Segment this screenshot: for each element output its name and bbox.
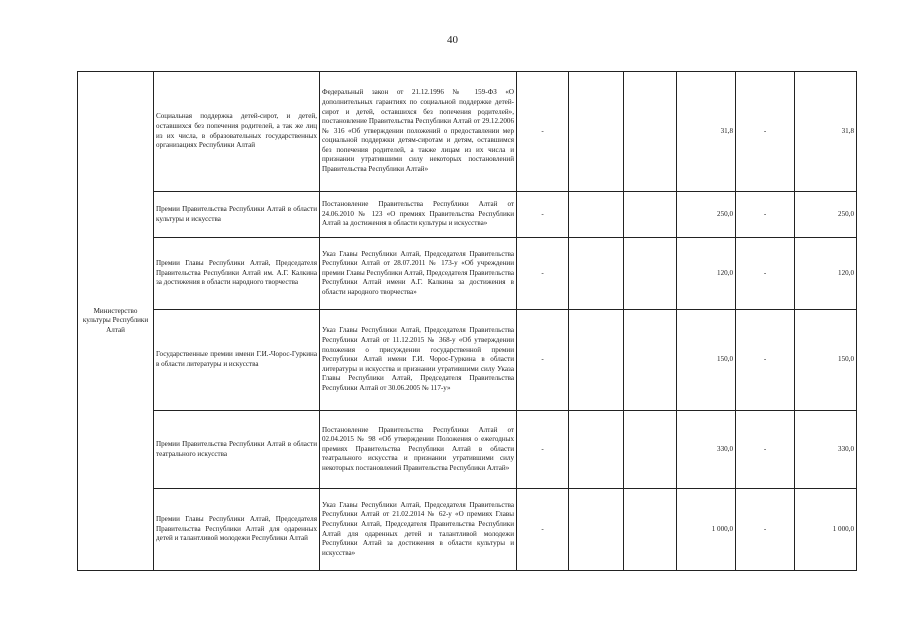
program-cell: Премии Правительства Республики Алтай в области культуры и искусства xyxy=(154,192,320,238)
amount-cell: 150,0 xyxy=(677,310,736,411)
program-cell: Премии Главы Республики Алтай, Председателя Правительства Республики Алтай для одаренных детей и талантливой молодежи Республики Алтай xyxy=(154,489,320,571)
table-row xyxy=(78,192,857,238)
table-row xyxy=(78,238,857,310)
value-cell: - xyxy=(736,72,795,192)
program-cell: Премии Правительства Республики Алтай в области театрального искусства xyxy=(154,411,320,489)
total-cell: 31,8 xyxy=(795,72,857,192)
value-cell: - xyxy=(517,489,569,571)
table-row xyxy=(78,72,857,192)
value-cell: - xyxy=(517,411,569,489)
value-cell xyxy=(624,72,677,192)
table-row xyxy=(78,489,857,571)
total-cell: 330,0 xyxy=(795,411,857,489)
value-cell xyxy=(569,489,624,571)
legal-basis-cell: Указ Главы Республики Алтай, Председателя Правительства Республики Алтай от 21.02.2014 № 62-у «О премиях Главы Республики Алтай, Председателя Правительства Республики Алтай для одаренных детей и талантливой молодежи Республики Алтай за достижения в области культуры и искусства» xyxy=(320,489,517,571)
value-cell xyxy=(569,411,624,489)
value-cell: - xyxy=(736,489,795,571)
value-cell xyxy=(569,238,624,310)
total-cell: 1 000,0 xyxy=(795,489,857,571)
legal-basis-cell: Указ Главы Республики Алтай, Председателя Правительства Республики Алтай от 11.12.2015 № 368-у «Об утверждении положения о присуждении государственной премии Республики Алтай имени Г.И. Чорос-Гуркина в области литературы и искусства и признании утратившими силу Указа Главы Республики Алтай, Председателя Правительства Республики Алтай от 30.06.2005 № 117-у» xyxy=(320,310,517,411)
value-cell: - xyxy=(517,72,569,192)
amount-cell: 250,0 xyxy=(677,192,736,238)
ministry-cell: Министерство культуры Республики Алтай xyxy=(78,72,154,571)
value-cell xyxy=(624,192,677,238)
value-cell xyxy=(624,489,677,571)
value-cell xyxy=(569,310,624,411)
amount-cell: 120,0 xyxy=(677,238,736,310)
program-cell: Государственные премии имени Г.И.-Чорос-Гуркина в области литературы и искусства xyxy=(154,310,320,411)
value-cell xyxy=(624,310,677,411)
value-cell: - xyxy=(736,411,795,489)
legal-basis-cell: Постановление Правительства Республики Алтай от 24.06.2010 № 123 «О премиях Правительства Республики Алтай за достижения в области культуры и искусства» xyxy=(320,192,517,238)
amount-cell: 330,0 xyxy=(677,411,736,489)
table-row xyxy=(78,310,857,411)
total-cell: 120,0 xyxy=(795,238,857,310)
program-cell: Социальная поддержка детей-сирот, и детей, оставшихся без попечения родителей, а так же лиц из их числа, в образовательных государственных организациях Республики Алтай xyxy=(154,72,320,192)
value-cell: - xyxy=(736,310,795,411)
legal-basis-cell: Федеральный закон от 21.12.1996 № 159-ФЗ «О дополнительных гарантиях по социальной поддержке детей-сирот и детей, оставшихся без попечения родителей», постановление Правительства Республики Алтай от 29.12.2006 № 316 «Об утверждении положений о предоставлении мер социальной поддержки детям-сиротам и детям, оставшимся без попечения родителей, а также лицам из их числа и признании утратившими силу некоторых постановлений Правительства Республики Алтай» xyxy=(320,72,517,192)
value-cell: - xyxy=(517,238,569,310)
value-cell: - xyxy=(736,238,795,310)
value-cell: - xyxy=(517,310,569,411)
value-cell xyxy=(624,238,677,310)
budget-table xyxy=(77,71,857,571)
value-cell xyxy=(569,192,624,238)
value-cell xyxy=(624,411,677,489)
table-row xyxy=(78,411,857,489)
legal-basis-cell: Постановление Правительства Республики Алтай от 02.04.2015 № 98 «Об утверждении Положения о ежегодных премиях Правительства Республики Алтай в области театрального искусства и признании утратившими силу некоторых постановлений Правительства Республики Алтай» xyxy=(320,411,517,489)
total-cell: 150,0 xyxy=(795,310,857,411)
total-cell: 250,0 xyxy=(795,192,857,238)
amount-cell: 1 000,0 xyxy=(677,489,736,571)
value-cell: - xyxy=(517,192,569,238)
value-cell: - xyxy=(736,192,795,238)
amount-cell: 31,8 xyxy=(677,72,736,192)
value-cell xyxy=(569,72,624,192)
legal-basis-cell: Указ Главы Республики Алтай, Председателя Правительства Республики Алтай от 28.07.2011 № 173-у «Об учреждении премии Главы Республики Алтай, Председателя Правительства Республики Алтай имени А.Г. Калкина за достижения в области народного творчества» xyxy=(320,238,517,310)
page-number: 40 xyxy=(447,34,458,46)
program-cell: Премии Главы Республики Алтай, Председателя Правительства Республики Алтай им. А.Г. Калкина за достижения в области народного творчества xyxy=(154,238,320,310)
